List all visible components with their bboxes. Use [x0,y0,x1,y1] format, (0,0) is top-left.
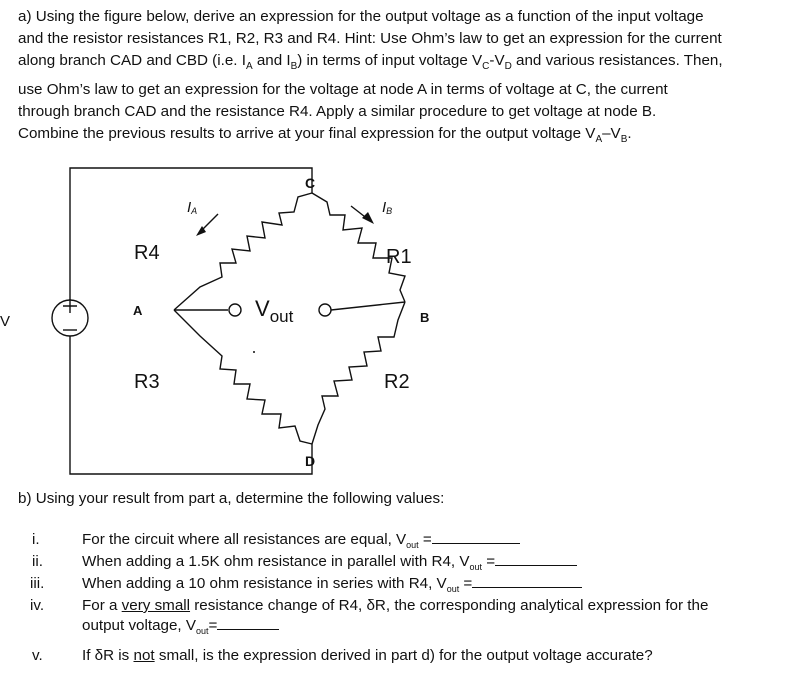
node-a-label: A [133,303,143,318]
question-number: iv. [30,597,45,614]
vout-terminal-right [319,304,331,316]
part-a-line-3: along branch CAD and CBD (i.e. $I_A$ and $I_B$) in terms of input voltage $V_C-V_D$ and various resistances. Then, [18,52,723,73]
question-number: iii. [30,575,45,592]
wire-bottom [70,336,312,474]
answer-blank-iii[interactable] [472,574,582,588]
wire-top [70,168,312,300]
question-number: v. [32,647,43,664]
answer-blank-ii[interactable] [495,552,577,566]
current-ia-label: IA [187,199,198,216]
question-i: i. For the circuit where all resistances are equal, $V_{out}$ = [18,530,808,552]
node-d-label: D [305,453,316,469]
r3-label: R3 [134,371,160,393]
question-iv: iv. For a very small resistance change of R4, δR, the corresponding analytical expression for the output voltage, $V_{out}=$ [30,597,709,637]
current-ib-label: IB [382,199,393,216]
r1-label: R1 [386,246,412,268]
part-a-line-1: a) Using the figure below, derive an expression for the output voltage as a function of the input voltage [18,8,704,25]
vout-label: $V_{out}$ [255,296,294,326]
answer-blank-iv[interactable] [217,616,279,630]
wheatstone-bridge-diagram [0,158,811,483]
resistor-r3 [174,310,312,444]
part-a-question [18,6,808,151]
question-v: v. If δR is not small, is the expression derived in part d) for the output voltage accurate? [32,647,653,664]
part-b-questions [18,530,808,668]
question-ii: ii. When adding a 1.5K ohm resistance in parallel with R4, $V_{out}$ = [18,552,808,574]
r2-label: R2 [384,371,410,393]
question-number: ii. [32,553,43,570]
part-a-line-5: through branch CAD and the resistance R4. Apply a similar procedure to get voltage at node B. [18,102,657,120]
answer-blank-i[interactable] [432,530,520,544]
node-c-label: C [305,175,316,191]
part-a-line-6: Combine the previous results to arrive at your final expression for the output voltage $V_A-V_B$. [18,125,632,146]
source-v-label: V [0,313,11,330]
vout-terminal-left [229,304,241,316]
node-b-label: B [420,310,430,325]
part-a-line-4: use Ohm’s law to get an expression for the voltage at node A in terms of voltage at C, the current [18,80,668,98]
r4-label: R4 [134,242,160,264]
part-a-line-2: and the resistor resistances R1, R2, R3 and R4. Hint: Use Ohm’s law to get an expression for the current [18,30,722,48]
question-iii: iii. When adding a 10 ohm resistance in series with R4, $V_{out}$ = [18,574,808,596]
part-b-heading: b) Using your result from part a, determine the following values: [18,490,445,507]
question-number: i. [32,531,40,548]
